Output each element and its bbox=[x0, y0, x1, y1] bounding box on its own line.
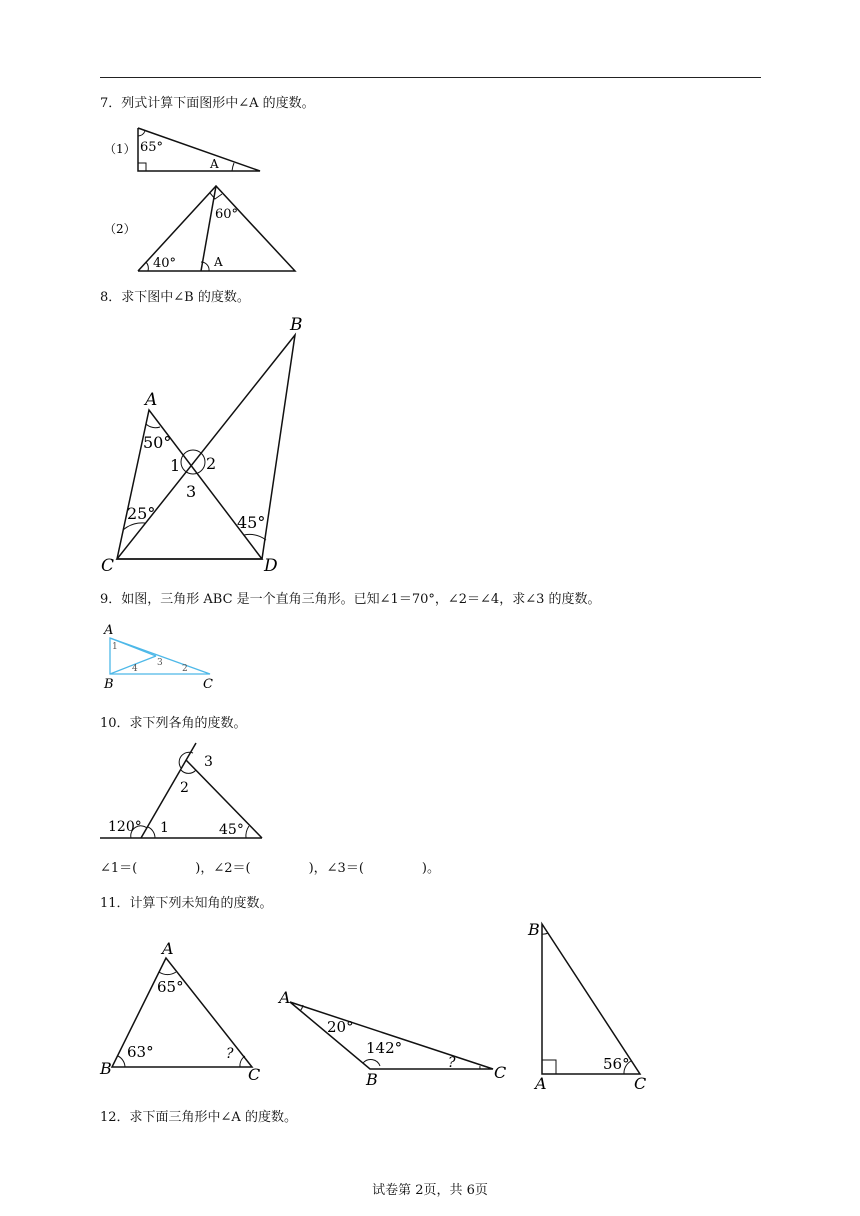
q9-angle-4: 4 bbox=[132, 664, 138, 674]
q10-angle-1: 1 bbox=[160, 820, 169, 836]
question-9: 9．如图，三角形 ABC 是一个直角三角形。已知∠1＝70°，∠2＝∠4，求∠3 的度数。 bbox=[100, 592, 601, 607]
q8-angle-3: 3 bbox=[186, 482, 197, 501]
question-7: 7．列式计算下面图形中∠A 的度数。 bbox=[100, 96, 315, 111]
q8-point-D: D bbox=[264, 556, 278, 576]
q11-t2-point-B: B bbox=[366, 1070, 378, 1089]
q10-angle-120: 120° bbox=[108, 819, 142, 835]
q11-t2-point-C: C bbox=[494, 1063, 507, 1082]
angle2-close: )， bbox=[308, 861, 327, 876]
q10-angle-3: 3 bbox=[204, 754, 213, 770]
q11-t2-unknown: ? bbox=[448, 1055, 456, 1071]
q8-point-C: C bbox=[101, 556, 115, 576]
angle-arc bbox=[118, 1056, 125, 1067]
q9-angle-1: 1 bbox=[112, 642, 118, 652]
q11-t3-angle-56: 56° bbox=[603, 1055, 630, 1073]
q11-t2-angle-142: 142° bbox=[366, 1039, 403, 1057]
q8-angle-50: 50° bbox=[143, 433, 172, 452]
q11-t1-point-A: A bbox=[162, 939, 174, 958]
q8-angle-1: 1 bbox=[170, 456, 181, 475]
q7-part1-label: （1） bbox=[104, 142, 136, 156]
q11-t2-angle-20: 20° bbox=[327, 1018, 354, 1036]
question-10: 10．求下列各角的度数。 bbox=[100, 716, 247, 731]
angle3-label: ∠3＝( bbox=[326, 861, 364, 876]
q7-point-A: A bbox=[210, 157, 219, 171]
q11-triangle-3 bbox=[542, 924, 640, 1074]
angle1-label: ∠1＝( bbox=[100, 861, 138, 876]
q11-t3-point-B: B bbox=[528, 920, 540, 939]
angle1-close: )， bbox=[195, 861, 214, 876]
q9-point-B: B bbox=[104, 677, 114, 692]
question-11: 11．计算下列未知角的度数。 bbox=[100, 896, 273, 911]
angle-arc bbox=[542, 933, 548, 934]
q11-t1-point-C: C bbox=[248, 1065, 261, 1084]
q11-t3-point-C: C bbox=[634, 1074, 647, 1093]
q7-point-A-2: A bbox=[214, 255, 223, 269]
q9-point-A: A bbox=[104, 623, 114, 638]
q9-angle-3: 3 bbox=[157, 658, 163, 668]
q8-angle-25: 25° bbox=[127, 504, 156, 523]
q7-angle-40: 40° bbox=[153, 256, 177, 271]
q7-angle-60: 60° bbox=[215, 207, 239, 222]
angle-arc bbox=[159, 972, 176, 975]
angle2-label: ∠2＝( bbox=[213, 861, 251, 876]
question-8: 8．求下图中∠B 的度数。 bbox=[100, 290, 250, 305]
q11-t2-point-A: A bbox=[279, 988, 291, 1007]
question-12: 12．求下面三角形中∠A 的度数。 bbox=[100, 1110, 297, 1125]
q8-angle-2: 2 bbox=[206, 454, 217, 473]
q11-t1-angle-63: 63° bbox=[127, 1043, 154, 1061]
q11-triangle-2 bbox=[290, 1002, 493, 1069]
angle3-close: )。 bbox=[421, 861, 440, 876]
q11-t1-angle-65: 65° bbox=[157, 978, 184, 996]
q8-angle-45: 45° bbox=[237, 513, 266, 532]
q9-point-C: C bbox=[203, 677, 213, 692]
q7-part2-label: （2） bbox=[104, 222, 136, 236]
q9-angle-2: 2 bbox=[182, 664, 188, 674]
q11-t3-point-A: A bbox=[535, 1074, 547, 1093]
q11-t1-unknown: ? bbox=[226, 1046, 234, 1062]
q8-point-B: B bbox=[290, 315, 303, 335]
q10-angle-2: 2 bbox=[180, 780, 189, 796]
q8-point-A: A bbox=[145, 390, 158, 410]
q7-angle-65: 65° bbox=[140, 140, 164, 155]
q10-angle-45: 45° bbox=[219, 822, 244, 838]
q11-t1-point-B: B bbox=[100, 1059, 112, 1078]
right-angle-mark bbox=[542, 1060, 556, 1074]
page-footer: 试卷第 2页，共 6页 bbox=[372, 1183, 488, 1198]
